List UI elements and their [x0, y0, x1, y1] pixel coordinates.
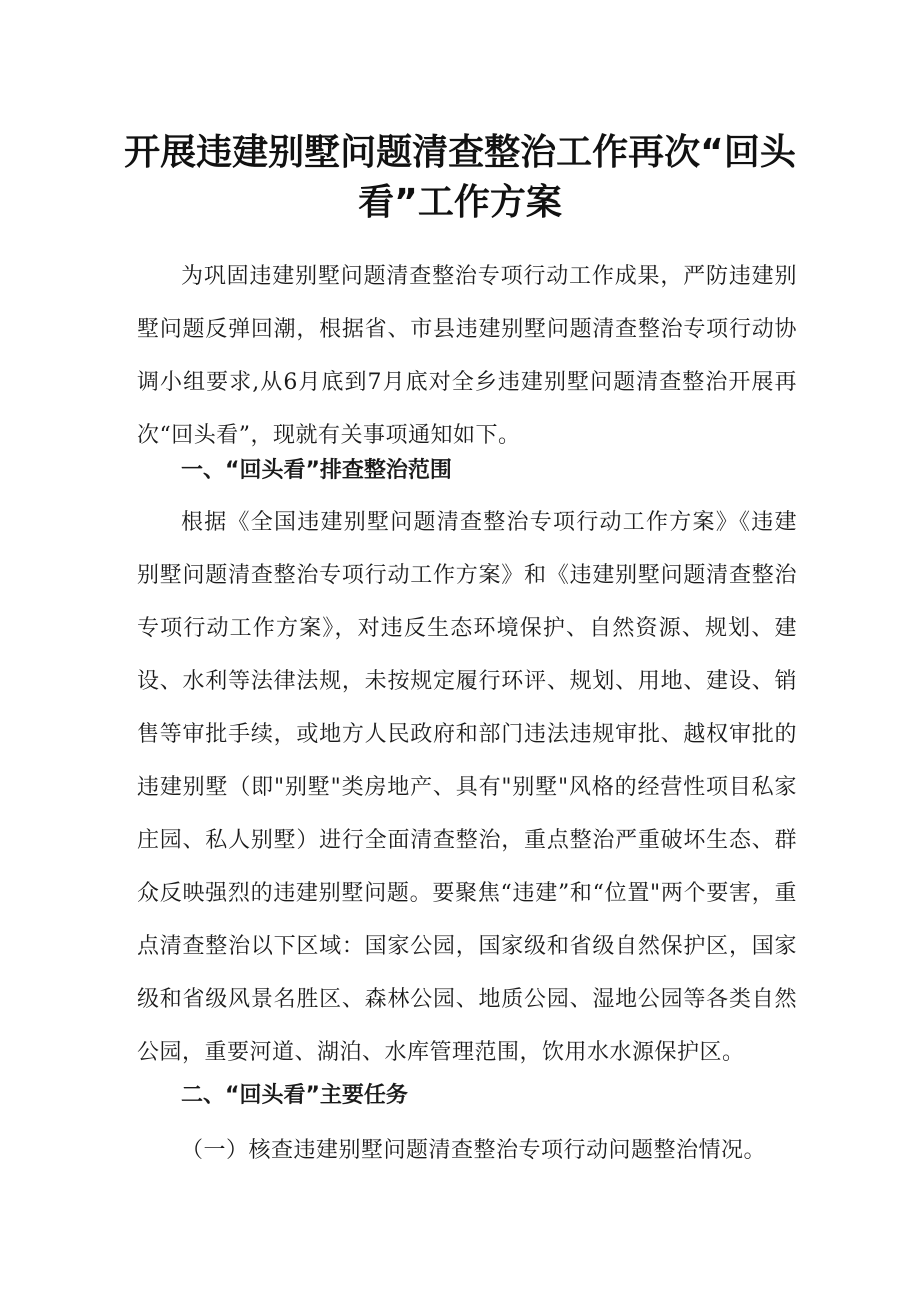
- section-1-heading: 一、“回头看”排查整治范围: [181, 458, 452, 483]
- document-title: [110, 128, 810, 228]
- title-line-2: 看”工作方案: [358, 182, 562, 223]
- section-2-heading: 二、“回头看”主要任务: [181, 1083, 408, 1108]
- section-2-item-1: （一）核查违建别墅问题清查整治专项行动问题整治情况。: [181, 1138, 767, 1163]
- intro-paragraph: 为巩固违建别墅问题清查整治专项行动工作成果，严防违建别墅问题反弹回潮，根据省、市县违建别墅问题清查整治专项行动协调小组要求,从6月底到7月底对全乡违建别墅问题清查整治开展再次“回头看”，现就有关事项通知如下。: [137, 264, 797, 448]
- section-1-paragraph: 根据《全国违建别墅问题清查整治专项行动工作方案》《违建别墅问题清查整治专项行动工作方案》和《违建别墅问题清查整治专项行动工作方案》，对违反生态环境保护、自然资源、规划、建设、水利等法律法规，未按规定履行环评、规划、用地、建设、销售等审批手续，或地方人民政府和部门违法违规审批、越权审批的违建别墅（即"别墅"类房地产、具有"别墅"风格的经营性项目私家庄园、私人别墅）进行全面清查整治，重点整治严重破坏生态、群众反映强烈的违建别墅问题。要聚焦“违建”和“位置"两个要害，重点清查整治以下区域：国家公园，国家级和省级自然保护区，国家级和省级风景名胜区、森林公园、地质公园、湿地公园等各类自然公园，重要河道、湖泊、水库管理范围，饮用水水源保护区。: [137, 510, 797, 1065]
- title-line-1: 开展违建别墅问题清查整治工作再次“回头: [124, 132, 796, 173]
